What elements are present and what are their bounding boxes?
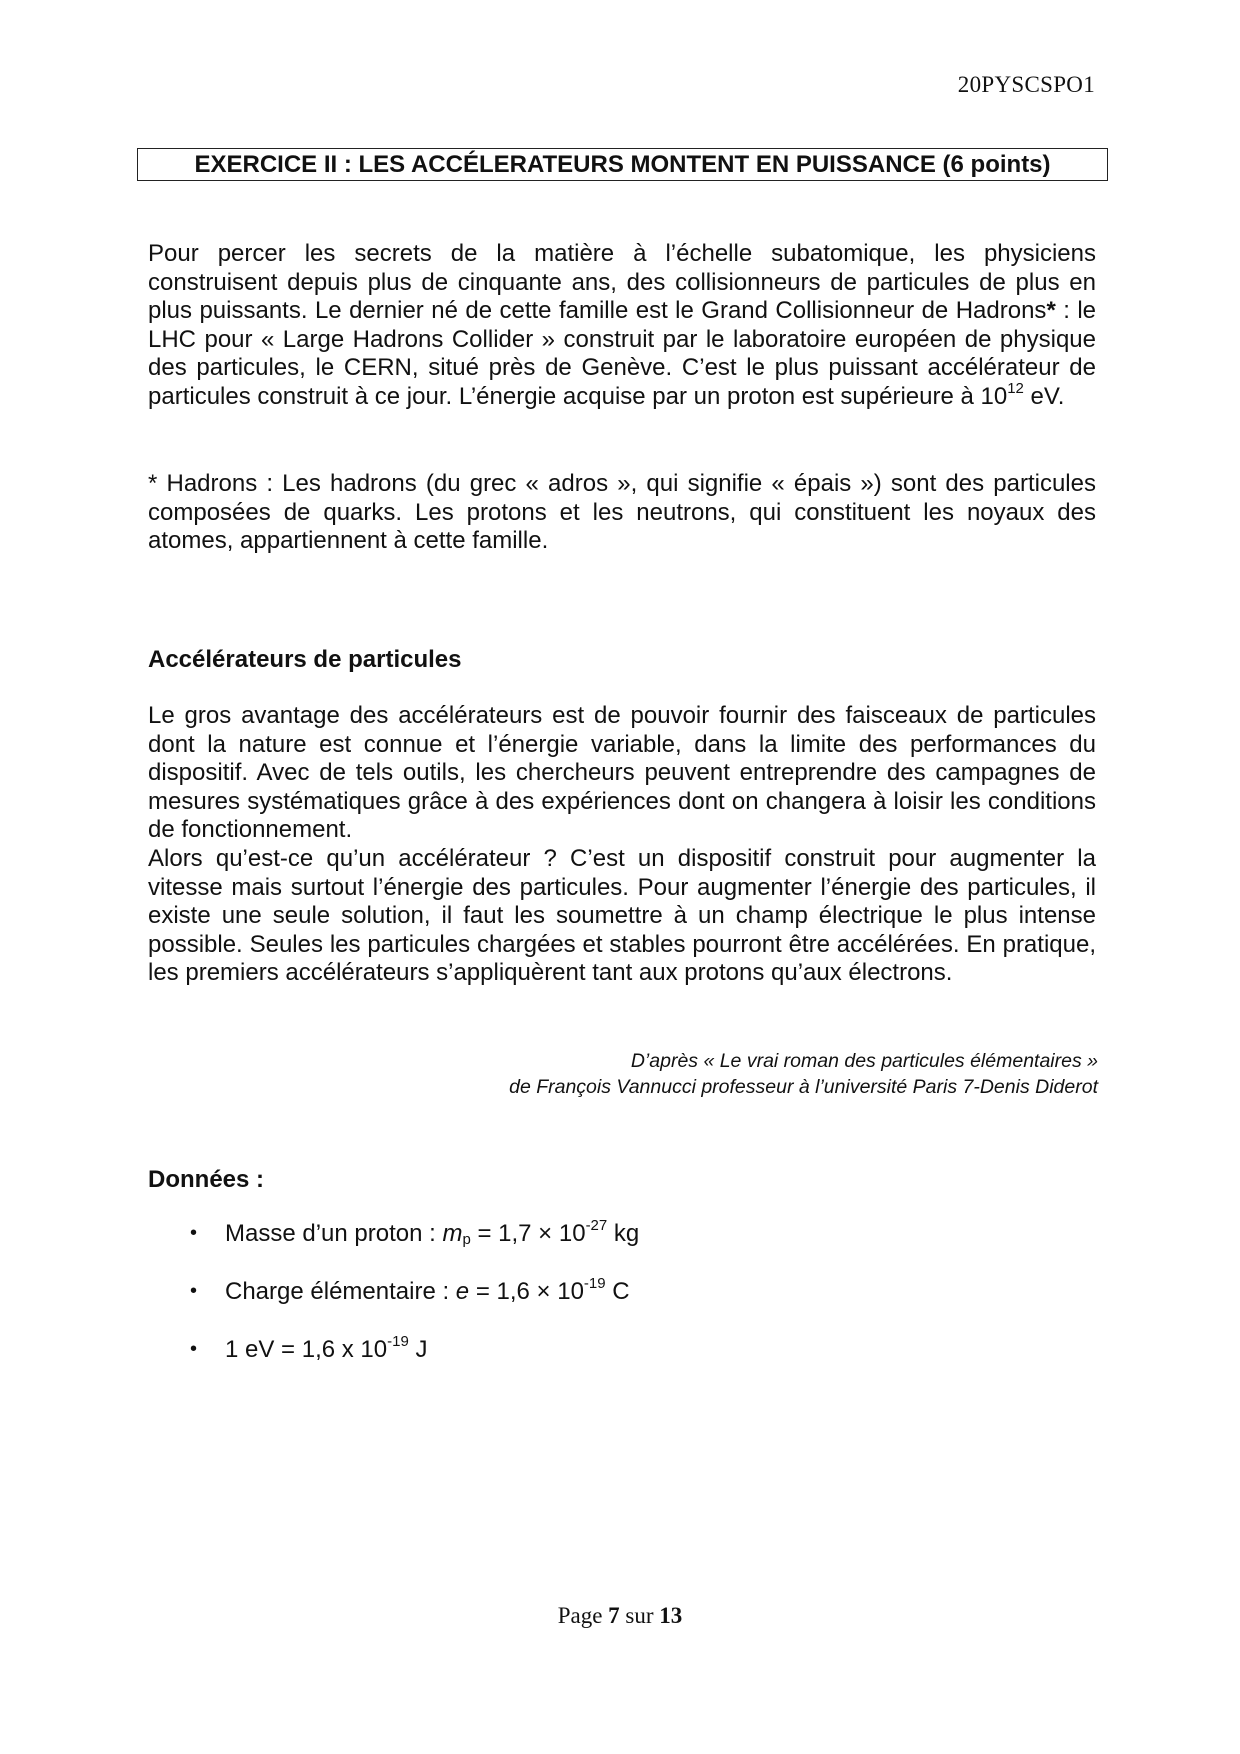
page-label: Page [557, 1603, 609, 1628]
page-footer [0, 1603, 1240, 1629]
data-item-value: = 1,7 × 10 [470, 1220, 586, 1247]
page-separator: sur [619, 1603, 660, 1628]
footnote-text: * Hadrons : Les hadrons (du grec « adros », qui signifie « épais ») sont des particules composées de quarks. Les protons et les neutrons, qui constituent les noyaux des atomes, appartiennent à cette famille. [148, 470, 1096, 555]
footnote-marker: * [1046, 297, 1056, 325]
footnote-paragraph [148, 470, 1096, 556]
data-item-symbol: e [455, 1278, 470, 1305]
data-item-exponent: -19 [583, 1275, 606, 1292]
section-body [148, 702, 1096, 988]
intro-text-part2: : le LHC pour « Large Hadrons Collider » construit par le laboratoire européen de physique des particules, le CERN, situé près de Genève. C’est le plus puissant accélérateur de particules construit à ce jour. L’énergie acquise par un proton est supérieure à 10 [148, 297, 1096, 410]
energy-exponent: 12 [1007, 379, 1024, 397]
document-code: 20PYSCSPO1 [957, 72, 1095, 97]
intro-paragraph [148, 240, 1096, 412]
source-line-2: de François Vannucci professeur à l’université Paris 7-Denis Diderot [509, 1076, 1098, 1098]
data-item-value: = 1,6 × 10 [469, 1278, 584, 1305]
page-number: 7 [608, 1603, 620, 1628]
section-heading: Accélérateurs de particules [148, 646, 462, 673]
data-item-unit: C [605, 1278, 630, 1305]
data-item-subscript: p [462, 1231, 471, 1248]
data-item-prefix: 1 eV = 1,6 x 10 [225, 1336, 388, 1363]
data-item-elementary-charge [190, 1275, 630, 1306]
section-paragraph-2: Alors qu’est-ce qu’un accélérateur ? C’est un dispositif construit pour augmenter la vitesse mais surtout l’énergie des particules. Pour augmenter l’énergie des particules, il existe une seule solution, il faut les soumettre à un champ électrique le plus intense possible. Seules les particules chargées et stables pourront être accélérées. En pratique, les premiers accélérateurs s’appliquèrent tant aux protons qu’aux électrons. [148, 844, 1096, 987]
data-item-prefix: Masse d’un proton : [225, 1220, 443, 1247]
source-line-1: D’après « Le vrai roman des particules élémentaires » [630, 1050, 1098, 1072]
intro-text-part3: eV. [1023, 382, 1065, 410]
total-pages: 13 [659, 1603, 683, 1628]
data-item-electronvolt [190, 1333, 428, 1364]
exercise-title [137, 148, 1108, 181]
data-item-proton-mass [190, 1217, 640, 1248]
exercise-title-text: EXERCICE II : LES ACCÉLERATEURS MONTENT EN PUISSANCE (6 points) [194, 150, 1051, 178]
data-heading: Données : [148, 1166, 265, 1193]
data-item-prefix: Charge élémentaire : [225, 1278, 456, 1305]
data-item-unit: kg [607, 1220, 640, 1247]
bullet-icon: • [190, 1338, 198, 1360]
data-item-unit: J [408, 1336, 428, 1363]
bullet-icon: • [190, 1280, 198, 1302]
section-paragraph-1: Le gros avantage des accélérateurs est de pouvoir fournir des faisceaux de particules dont la nature est connue et l’énergie variable, dans la limite des performances du dispositif. Avec de tels outils, les chercheurs peuvent entreprendre des campagnes de mesures systématiques grâce à des expériences dont on changera à loisir les conditions de fonctionnement. [148, 702, 1096, 844]
intro-text-part1: Pour percer les secrets de la matière à l’échelle subatomique, les physiciens construisent depuis plus de cinquante ans, des collisionneurs de particules de plus en plus puissants. Le dernier né de cette famille est le Grand Collisionneur de Hadrons [148, 240, 1096, 325]
source-citation [509, 1048, 1098, 1100]
bullet-icon: • [190, 1222, 198, 1244]
data-item-exponent: -27 [585, 1217, 608, 1234]
data-item-symbol: m [442, 1220, 463, 1247]
data-item-exponent: -19 [387, 1333, 409, 1350]
